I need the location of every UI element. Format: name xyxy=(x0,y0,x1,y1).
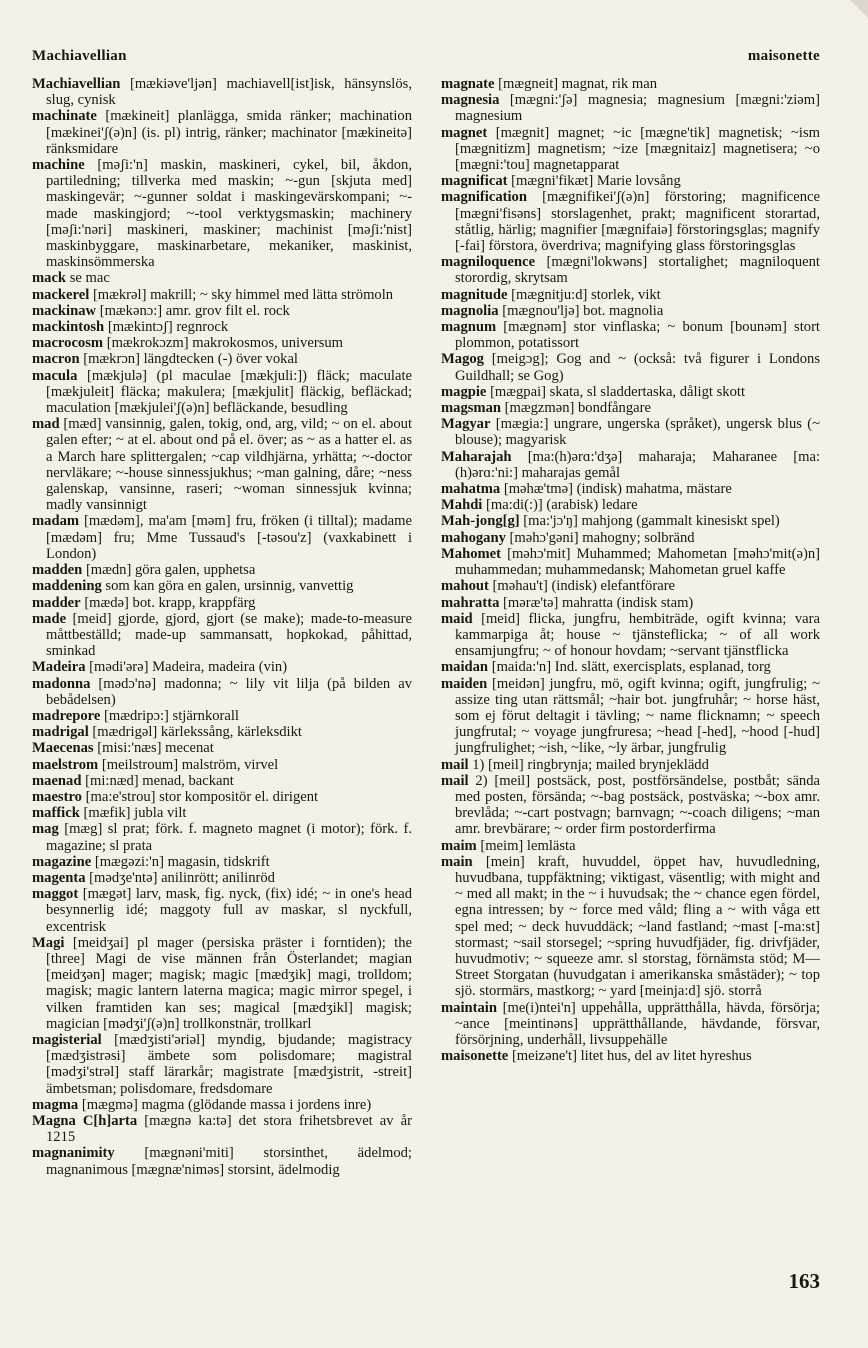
dictionary-entry xyxy=(441,254,820,286)
dictionary-entry xyxy=(441,319,820,351)
dictionary-entry xyxy=(441,449,820,481)
entry-headword: Magyar xyxy=(441,416,491,433)
entry-headword: Machiavellian xyxy=(32,76,121,92)
entry-headword: magpie xyxy=(441,383,487,400)
dictionary-entry xyxy=(441,854,820,1000)
dictionary-entry xyxy=(441,303,820,319)
dictionary-entry xyxy=(32,757,412,773)
entry-definition: [mæd] vansinnig, galen, tokig, ond, arg, vild; ~ on el. about galen efter; ~ at el. about ond på el. över; as ~ as a hatter el. as a March hare splittergalen; ~cap vildhjärna, yrhätta; ~-doctor nervläkare; ~-house sinnessjukhus; ~man galning, dåre; ~ness galenskap, vansinne, raseri; ~woman sinnessjuk kvinna; madly vansinnigt xyxy=(46,416,413,514)
entry-definition: [mækrɔn] längdtecken (-) över vokal xyxy=(83,351,298,368)
dictionary-entry xyxy=(32,513,412,562)
page-corner xyxy=(850,0,868,18)
entry-headword: mahratta xyxy=(441,594,500,611)
entry-headword: magnolia xyxy=(441,302,499,319)
dictionary-entry xyxy=(441,757,820,773)
dictionary-entry xyxy=(32,319,412,335)
entry-headword: magnitude xyxy=(441,286,508,303)
entry-definition: [maida:'n] Ind. slätt, exercisplats, esplanad, torg xyxy=(491,659,771,676)
entry-definition: [məhɔ'gəni] mahogny; solbränd xyxy=(509,529,695,546)
entry-definition: [mægia:] ungrare, ungerska (språket), ungersk blus (~ blouse); magyarisk xyxy=(455,416,820,449)
entry-definition: [meigɔg]; Gog and ~ (också: två figurer i Londons Guildhall; se Gog) xyxy=(455,351,820,384)
entry-definition: [mədɔ'nə] madonna; ~ lily vit lilja (på bilden av bebådelsen) xyxy=(46,675,412,708)
entry-headword: mail xyxy=(441,772,469,789)
dictionary-entry xyxy=(441,546,820,578)
dictionary-entry xyxy=(32,740,412,756)
entry-definition: [mægzmən] bondfångare xyxy=(504,400,651,417)
entry-headword: Mah-jong[g] xyxy=(441,513,520,530)
dictionary-entry xyxy=(32,724,412,740)
dictionary-entry xyxy=(32,854,412,870)
dictionary-entry xyxy=(441,287,820,303)
entry-headword: madrepore xyxy=(32,707,101,724)
dictionary-entry xyxy=(441,578,820,594)
entry-headword: mahogany xyxy=(441,529,506,546)
entry-headword: made xyxy=(32,610,67,627)
entry-headword: Maharajah xyxy=(441,448,512,465)
entry-definition: [mægnəm] stor vinflaska; ~ bonum [bounəm] stort plommon, potatissort xyxy=(455,319,820,352)
entry-definition: [ma:(h)ərɑ:'dʒə] maharaja; Maharanee [ma:(h)ərɑ:'ni:] maharajas gemål xyxy=(455,448,820,481)
dictionary-entry xyxy=(32,108,412,157)
dictionary-entry xyxy=(441,497,820,513)
entry-headword: magniloquence xyxy=(441,254,536,271)
left-column xyxy=(32,76,412,1178)
entry-headword: magsman xyxy=(441,400,501,417)
dictionary-entry xyxy=(32,335,412,351)
entry-headword: maidan xyxy=(441,659,489,676)
entry-headword: magnum xyxy=(441,319,497,336)
dictionary-entry xyxy=(32,416,412,513)
entry-definition: [mæg] sl prat; förk. f. magneto magnet (i motor); förk. f. magazine; sl prata xyxy=(46,821,412,854)
dictionary-entry xyxy=(441,773,820,838)
dictionary-entry xyxy=(32,1032,412,1097)
dictionary-entry xyxy=(32,789,412,805)
entry-headword: Madeira xyxy=(32,659,86,676)
dictionary-entry xyxy=(32,287,412,303)
entry-definition: [mædəm], ma'am [məm] fru, fröken (i tilltal); madame [mædəm] fru; Mme Tussaud's [-təsou'z] (vaxkabinett i London) xyxy=(46,513,412,562)
entry-headword: mahout xyxy=(441,578,489,595)
entry-definition: [mægpai] skata, sl sladdertaska, dåligt skott xyxy=(490,383,745,400)
entry-headword: Mahomet xyxy=(441,545,501,562)
entry-headword: maid xyxy=(441,610,473,627)
dictionary-entry xyxy=(441,400,820,416)
entry-definition: [mædə] bot. krapp, krappfärg xyxy=(84,594,256,611)
entry-headword: madder xyxy=(32,594,81,611)
entry-definition: [meidʒai] pl mager (persiska präster i forntiden); the [three] Magi de vise männen från Österlandet; magian [meidʒən] mager; magisk; magic [mædʒik] magi, trolldom; magisk; magic lantern laterna magica; magic mirror spegel, i vilken framtiden kan ses; magical [mædʒikl] magisk; magician [mədʒi'ʃ(ə)n] trollkonstnär, trollkarl xyxy=(46,934,412,1032)
entry-definition: [məʃi:'n] maskin, maskineri, cykel, bil, åkdon, partiledning; tillverka med maskin; ~-gun [skjuta med] maskingevär; ~-gunner soldat i maskingevärskompani; ~-made maskingjord; ~-tool verktygsmaskin; machinery [məʃi:'nəri] maskineri, maskiner; machinist [məʃi:'nist] maskinbyggare, maskinarbetare, mekaniker, maskinist, maskinsömmerska xyxy=(46,157,412,271)
entry-definition: 1) [meil] ringbrynja; mailed brynjeklädd xyxy=(472,756,709,773)
dictionary-entry xyxy=(32,935,412,1032)
entry-headword: maggot xyxy=(32,886,79,903)
entry-headword: Magna C[h]arta xyxy=(32,1113,138,1129)
entry-definition: [mein] kraft, huvuddel, öppet hav, huvudledning, huvudbana, tuppfäktning; viktigast, väsentlig; with might and ~ med all makt; in the ~ i huvudsak; the ~ chance egen fördel, egna intressen; by ~ force med våld; fling a ~ with våga ett spel med; ~ deck huvuddäck; ~land fastland; ~mast [-ma:st] stormast; ~sail storsegel; ~spring huvudfjäder, fig. drivfjäder, huvudmotiv; ~ squeeze amr. sl storstag, förnämsta stöd; M— Street Storgatan (huvudgatan i amerikanska småstäder); ~ top sjö. stormärs, mastkorg; ~ yard [meinja:d] sjö. storrå xyxy=(455,853,820,1000)
entry-definition: [mədi'ərə] Madeira, madeira (vin) xyxy=(89,659,288,676)
entry-definition: [mægni'lokwəns] stortalighet; magniloquent storordig, skrytsam xyxy=(455,254,820,287)
entry-definition: [mægneit] magnat, rik man xyxy=(498,76,658,92)
entry-definition: [məræ'tə] mahratta (indisk stam) xyxy=(503,594,694,611)
entry-headword: machine xyxy=(32,157,85,174)
entry-headword: mail xyxy=(441,756,469,773)
right-column xyxy=(441,76,820,1064)
entry-headword: mackinaw xyxy=(32,302,97,319)
entry-headword: Magi xyxy=(32,934,65,951)
entry-definition: [meim] lemlästa xyxy=(480,837,576,854)
entry-headword: maddening xyxy=(32,578,102,595)
entry-headword: maestro xyxy=(32,788,82,805)
entry-definition: [mædripɔ:] stjärnkorall xyxy=(104,707,239,724)
entry-headword: mackintosh xyxy=(32,319,105,336)
entry-definition: [mi:næd] menad, backant xyxy=(85,772,234,789)
dictionary-entry xyxy=(441,595,820,611)
entry-definition: [ma:di(:)] (arabisk) ledare xyxy=(486,497,638,514)
entry-definition: [ma:e'strou] stor kompositör el. dirigent xyxy=(85,788,319,805)
dictionary-entry xyxy=(441,611,820,660)
entry-definition: [mægnitju:d] storlek, vikt xyxy=(511,286,661,303)
entry-definition: [mækrokɔzm] makrokosmos, universum xyxy=(106,335,344,352)
dictionary-entry xyxy=(32,805,412,821)
entry-headword: macrocosm xyxy=(32,335,104,352)
entry-headword: maffick xyxy=(32,805,80,822)
entry-headword: Maecenas xyxy=(32,740,94,757)
entry-definition: [mədʒe'ntə] anilinrött; anilinröd xyxy=(89,869,275,886)
entry-definition: [misi:'næs] mecenat xyxy=(97,740,214,757)
entry-headword: mackerel xyxy=(32,286,90,303)
entry-definition: [mædʒisti'əriəl] myndig, bjudande; magistracy [mædʒistrəsi] ämbete som polisdomare; magistral [mədʒi'strəl] staff lärarkår; magistrate [mædʒistrit, -streit] ämbetsman; polisdomare, fredsdomare xyxy=(46,1031,412,1097)
entry-definition: [mægni'fikæt] Marie lovsång xyxy=(511,173,681,190)
entry-definition: [mækintɔʃ] regnrock xyxy=(107,319,229,336)
entry-headword: madrigal xyxy=(32,724,89,741)
entry-headword: main xyxy=(441,853,473,870)
entry-headword: macron xyxy=(32,351,80,368)
guide-word-left: Machiavellian xyxy=(32,48,127,64)
entry-headword: magazine xyxy=(32,853,92,870)
entry-headword: madam xyxy=(32,513,80,530)
entry-definition: [mægnifikei'ʃ(ə)n] förstoring; magnificence [mægni'fisəns] storslagenhet, prakt; magnificent storartad, ståtlig, härlig; magnifier [mægnifaiə] förstoringsglas; magnify [-fai] förstora, överdriva; magnifying glass förstoringsglas xyxy=(455,189,820,255)
entry-headword: magnificat xyxy=(441,173,508,190)
page-number: 163 xyxy=(788,1269,820,1293)
dictionary-entry xyxy=(32,270,412,286)
entry-headword: macula xyxy=(32,367,78,384)
entry-definition: [meid] flicka, jungfru, hembiträde, ogift kvinna; vara kammarpiga åt; house ~ tjänsteflicka; ~ of all work ensamjungfru; ~ of honour hovdam; ~servant tjänstflicka xyxy=(455,610,820,660)
dictionary-entry xyxy=(32,886,412,935)
entry-definition: [ma:'jɔ'ŋ] mahjong (gammalt kinesiskt spel) xyxy=(523,513,780,530)
entry-definition: [mædn] göra galen, upphetsa xyxy=(85,562,256,579)
entry-headword: magnate xyxy=(441,76,495,92)
dictionary-entry xyxy=(441,513,820,529)
entry-definition: 2) [meil] postsäck, post, postförsändelse, postbåt; sända med posten, försända; ~-bag postsäck, postväska; ~-box amr. brevlåda; ~-cart postvagn; barnvagn; ~-coach diligens; ~man amr. brevbärare; ~ order firm postorderfirma xyxy=(455,772,820,838)
dictionary-entry xyxy=(441,189,820,254)
entry-headword: mad xyxy=(32,416,60,433)
entry-headword: maiden xyxy=(441,675,488,692)
entry-headword: madden xyxy=(32,562,83,579)
entry-headword: mack xyxy=(32,270,67,287)
entry-headword: madonna xyxy=(32,675,91,692)
entry-headword: magma xyxy=(32,1096,79,1113)
entry-definition: [mækjulə] (pl maculae [mækjuli:]) fläck; maculate [mækjuleit] fläcka; makulera; [mækjulit] fläckig, befläckad; maculation [mækjulei'ʃ(ə)n] befläckande, besudling xyxy=(46,367,412,417)
entry-headword: Mahdi xyxy=(441,497,483,514)
entry-definition: [mægnou'ljə] bot. magnolia xyxy=(502,302,664,319)
entry-definition: [mækrəl] makrill; ~ sky himmel med lätta strömoln xyxy=(92,286,394,303)
entry-definition: [mæfik] jubla vilt xyxy=(83,805,187,822)
entry-headword: Magog xyxy=(441,351,484,368)
entry-headword: mahatma xyxy=(441,481,501,498)
entry-headword: magenta xyxy=(32,869,86,886)
dictionary-entry xyxy=(441,173,820,189)
dictionary-entry xyxy=(441,1048,820,1064)
entry-headword: magnification xyxy=(441,189,527,206)
dictionary-entry xyxy=(32,676,412,708)
dictionary-entry xyxy=(32,1145,412,1177)
dictionary-entry xyxy=(32,368,412,417)
entry-definition: [mægəzi:'n] magasin, tidskrift xyxy=(94,853,270,870)
entry-definition: [mækənɔ:] amr. grov filt el. rock xyxy=(99,302,290,319)
dictionary-entry xyxy=(32,76,412,108)
dictionary-entry xyxy=(32,1097,412,1113)
dictionary-entry xyxy=(441,384,820,400)
entry-definition: [məhæ'tmə] (indisk) mahatma, mästare xyxy=(503,481,732,498)
dictionary-entry xyxy=(32,157,412,270)
entry-headword: maenad xyxy=(32,772,82,789)
dictionary-entry xyxy=(441,481,820,497)
entry-headword: mag xyxy=(32,821,59,838)
entry-definition: [meilstroum] malström, virvel xyxy=(101,756,279,773)
entry-definition: [mægət] larv, mask, fig. nyck, (fix) idé; ~ in one's head besynnerlig idé; maggoty full av maskar, sl nyckfull, excentrisk xyxy=(46,886,412,935)
entry-definition: [meidən] jungfru, mö, ogift kvinna; ogift, jungfrulig; ~ assize ting utan rättsmål; ~hair bot. jungfruhår; ~ horse häst, som ej förut deltagit i tävling; ~ name flicknamn; ~ speech jungfrutal; ~ voyage jungfruresa; ~head [-hed], ~hood [-hud] jungfrulighet; ~ish, ~like, ~ly ärbar, jungfrulig xyxy=(455,675,820,757)
entry-definition: [mækineit] planlägga, smida ränker; machination [mækinei'ʃ(ə)n] (is. pl) intrig, ränker; machinator [mækineitə] ränksmidare xyxy=(46,108,412,157)
entry-headword: maim xyxy=(441,837,477,854)
dictionary-entry xyxy=(441,125,820,174)
entry-headword: maelstrom xyxy=(32,756,99,773)
entry-headword: magnet xyxy=(441,124,488,141)
entry-definition: [mægni:'ʃə] magnesia; magnesium [mægni:'ziəm] magnesium xyxy=(455,92,820,125)
dictionary-entry xyxy=(32,611,412,660)
dictionary-entry xyxy=(441,92,820,124)
dictionary-entry xyxy=(32,773,412,789)
entry-headword: magnanimity xyxy=(32,1145,115,1162)
dictionary-entry xyxy=(32,1113,412,1145)
entry-definition: [mægnə ka:tə] det stora frihetsbrevet av år 1215 xyxy=(46,1113,412,1146)
dictionary-entry xyxy=(32,595,412,611)
dictionary-entry xyxy=(32,659,412,675)
dictionary-entry xyxy=(32,562,412,578)
entry-definition: [mægnəni'miti] storsinthet, ädelmod; magnanimous [mægnæ'niməs] storsint, ädelmodig xyxy=(46,1145,412,1178)
entry-headword: magnesia xyxy=(441,92,500,109)
entry-definition: [meizəne't] litet hus, del av litet hyreshus xyxy=(511,1048,752,1065)
guide-word-right: maisonette xyxy=(747,48,820,64)
entry-definition: [meid] gjorde, gjord, gjort (se make); made-to-measure måttbeställd; made-up sammansatt, hopkokad, påhittad, sminkad xyxy=(46,610,412,660)
dictionary-entry xyxy=(441,838,820,854)
dictionary-entry xyxy=(32,708,412,724)
dictionary-entry xyxy=(441,1000,820,1049)
dictionary-entry xyxy=(32,303,412,319)
entry-definition: [mækiəve'ljən] machiavell[ist]isk, hänsynslös, slug, cynisk xyxy=(46,76,412,109)
entry-definition: [mædrigəl] kärlekssång, kärleksdikt xyxy=(92,724,302,741)
entry-headword: maisonette xyxy=(441,1048,509,1065)
entry-definition: [me(i)ntei'n] uppehålla, upprätthålla, hävda, försörja; ~ance [meintinəns] upprätthållande, hävdande, försvar, försörjning, underhåll, livsuppehälle xyxy=(455,999,820,1048)
entry-headword: magisterial xyxy=(32,1031,102,1048)
dictionary-entry xyxy=(32,870,412,886)
dictionary-entry xyxy=(441,351,820,383)
entry-headword: maintain xyxy=(441,999,497,1016)
dictionary-entry xyxy=(32,821,412,853)
entry-definition: [mægmə] magma (glödande massa i jordens inre) xyxy=(81,1096,372,1113)
dictionary-entry xyxy=(32,578,412,594)
dictionary-entry xyxy=(441,76,820,92)
dictionary-entry xyxy=(441,530,820,546)
entry-definition: [mægnit] magnet; ~ic [mægne'tik] magnetisk; ~ism [mægnitizm] magnetism; ~ize [mægnitaiz] magnetisera; ~o [mægni:'tou] magnetapparat xyxy=(455,124,820,174)
dictionary-entry xyxy=(441,676,820,757)
entry-headword: machinate xyxy=(32,108,97,125)
dictionary-entry xyxy=(441,659,820,675)
entry-definition: [məhɔ'mit] Muhammed; Mahometan [məhɔ'mit(ə)n] muhammedan; muhammedansk; Mahometan gruel kaffe xyxy=(455,545,820,579)
entry-definition: se mac xyxy=(69,270,110,287)
entry-definition: som kan göra en galen, ursinnig, vanvettig xyxy=(105,578,354,595)
dictionary-entry xyxy=(441,416,820,448)
entry-definition: [məhau't] (indisk) elefantförare xyxy=(492,578,676,595)
dictionary-entry xyxy=(32,351,412,367)
